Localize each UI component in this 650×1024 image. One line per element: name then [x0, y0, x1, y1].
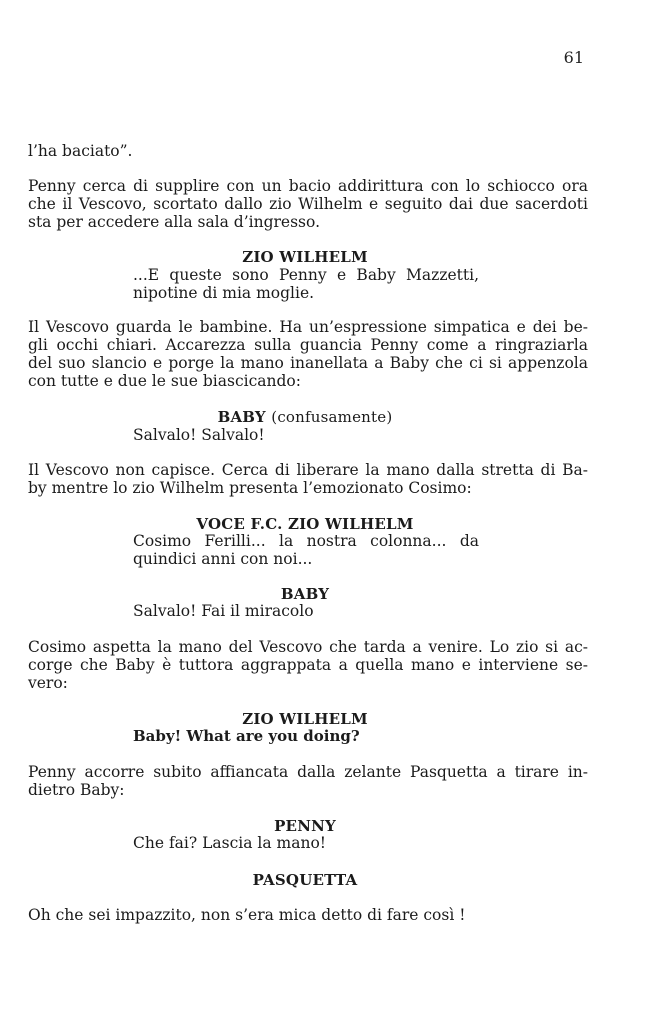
dialogue-line [133, 602, 479, 620]
dialogue-line [133, 266, 479, 302]
text-line: by mentre lo zio Wilhelm presenta l’emozionato Cosimo: [28, 479, 472, 497]
text-line: Che fai? Lascia la mano! [133, 834, 327, 852]
text-line: sta per accedere alla sala d’ingresso. [28, 213, 320, 231]
text-line: Il Vescovo non capisce. Cerca di liberare la mano dalla stretta di Ba- [28, 461, 588, 479]
character-name: BABY [217, 408, 266, 426]
character-name: PASQUETTA [252, 871, 358, 889]
character-name: ZIO WILHELM [242, 710, 368, 728]
text-line: Penny cerca di supplire con un bacio addirittura con lo schiocco ora [28, 177, 588, 195]
character-name: ZIO WILHELM [242, 248, 368, 266]
narration-paragraph [28, 318, 588, 390]
text-line: ...E queste sono Penny e Baby Mazzetti, [133, 266, 479, 284]
text-line: Penny accorre subito affiancata dalla zelante Pasquetta a tirare in- [28, 763, 588, 781]
dialogue-line [133, 532, 479, 568]
text-line: che il Vescovo, scortato dallo zio Wilhelm e seguito dai due sacerdoti [28, 195, 588, 213]
character-name: VOCE F.C. ZIO WILHELM [196, 515, 414, 533]
character-name-with-direction [0, 408, 610, 426]
page-number: 61 [563, 48, 584, 67]
character-name: PENNY [274, 817, 336, 835]
text-line: l’ha baciato”. [28, 142, 133, 160]
character-name: BABY [280, 585, 330, 603]
dialogue-line [133, 727, 479, 745]
text-line: nipotine di mia moglie. [133, 284, 315, 302]
narration-paragraph [28, 177, 588, 231]
dialogue-line [133, 426, 479, 444]
text-line: dietro Baby: [28, 781, 125, 799]
text-line: vero: [28, 674, 68, 692]
text-line: del suo slancio e porge la mano inanellata a Baby che ci si appenzola [28, 354, 588, 372]
text-line: Il Vescovo guarda le bambine. Ha un’espressione simpatica e dei be- [28, 318, 588, 336]
text-line: Oh che sei impazzito, non s’era mica detto di fare così ! [28, 906, 466, 924]
narration-paragraph [28, 763, 588, 799]
text-line: Baby! What are you doing? [133, 727, 360, 745]
narration-paragraph [28, 461, 588, 497]
text-line: Cosimo aspetta la mano del Vescovo che tarda a venire. Lo zio si ac- [28, 638, 588, 656]
text-line: quindici anni con noi... [133, 550, 313, 568]
text-line: gli occhi chiari. Accarezza sulla guancia Penny come a ringraziarla [28, 336, 588, 354]
text-line: Salvalo! Salvalo! [133, 426, 265, 444]
narration-paragraph [28, 906, 588, 924]
text-line: corge che Baby è tuttora aggrappata a quella mano e interviene se- [28, 656, 588, 674]
text-line: Cosimo Ferilli... la nostra colonna... da [133, 532, 479, 550]
text-line: Salvalo! Fai il miracolo [133, 602, 314, 620]
dialogue-line [133, 834, 479, 852]
narration-paragraph [28, 142, 588, 160]
stage-direction: (confusamente) [271, 408, 393, 426]
text-line: con tutte e due le sue biascicando: [28, 372, 301, 390]
narration-paragraph [28, 638, 588, 692]
